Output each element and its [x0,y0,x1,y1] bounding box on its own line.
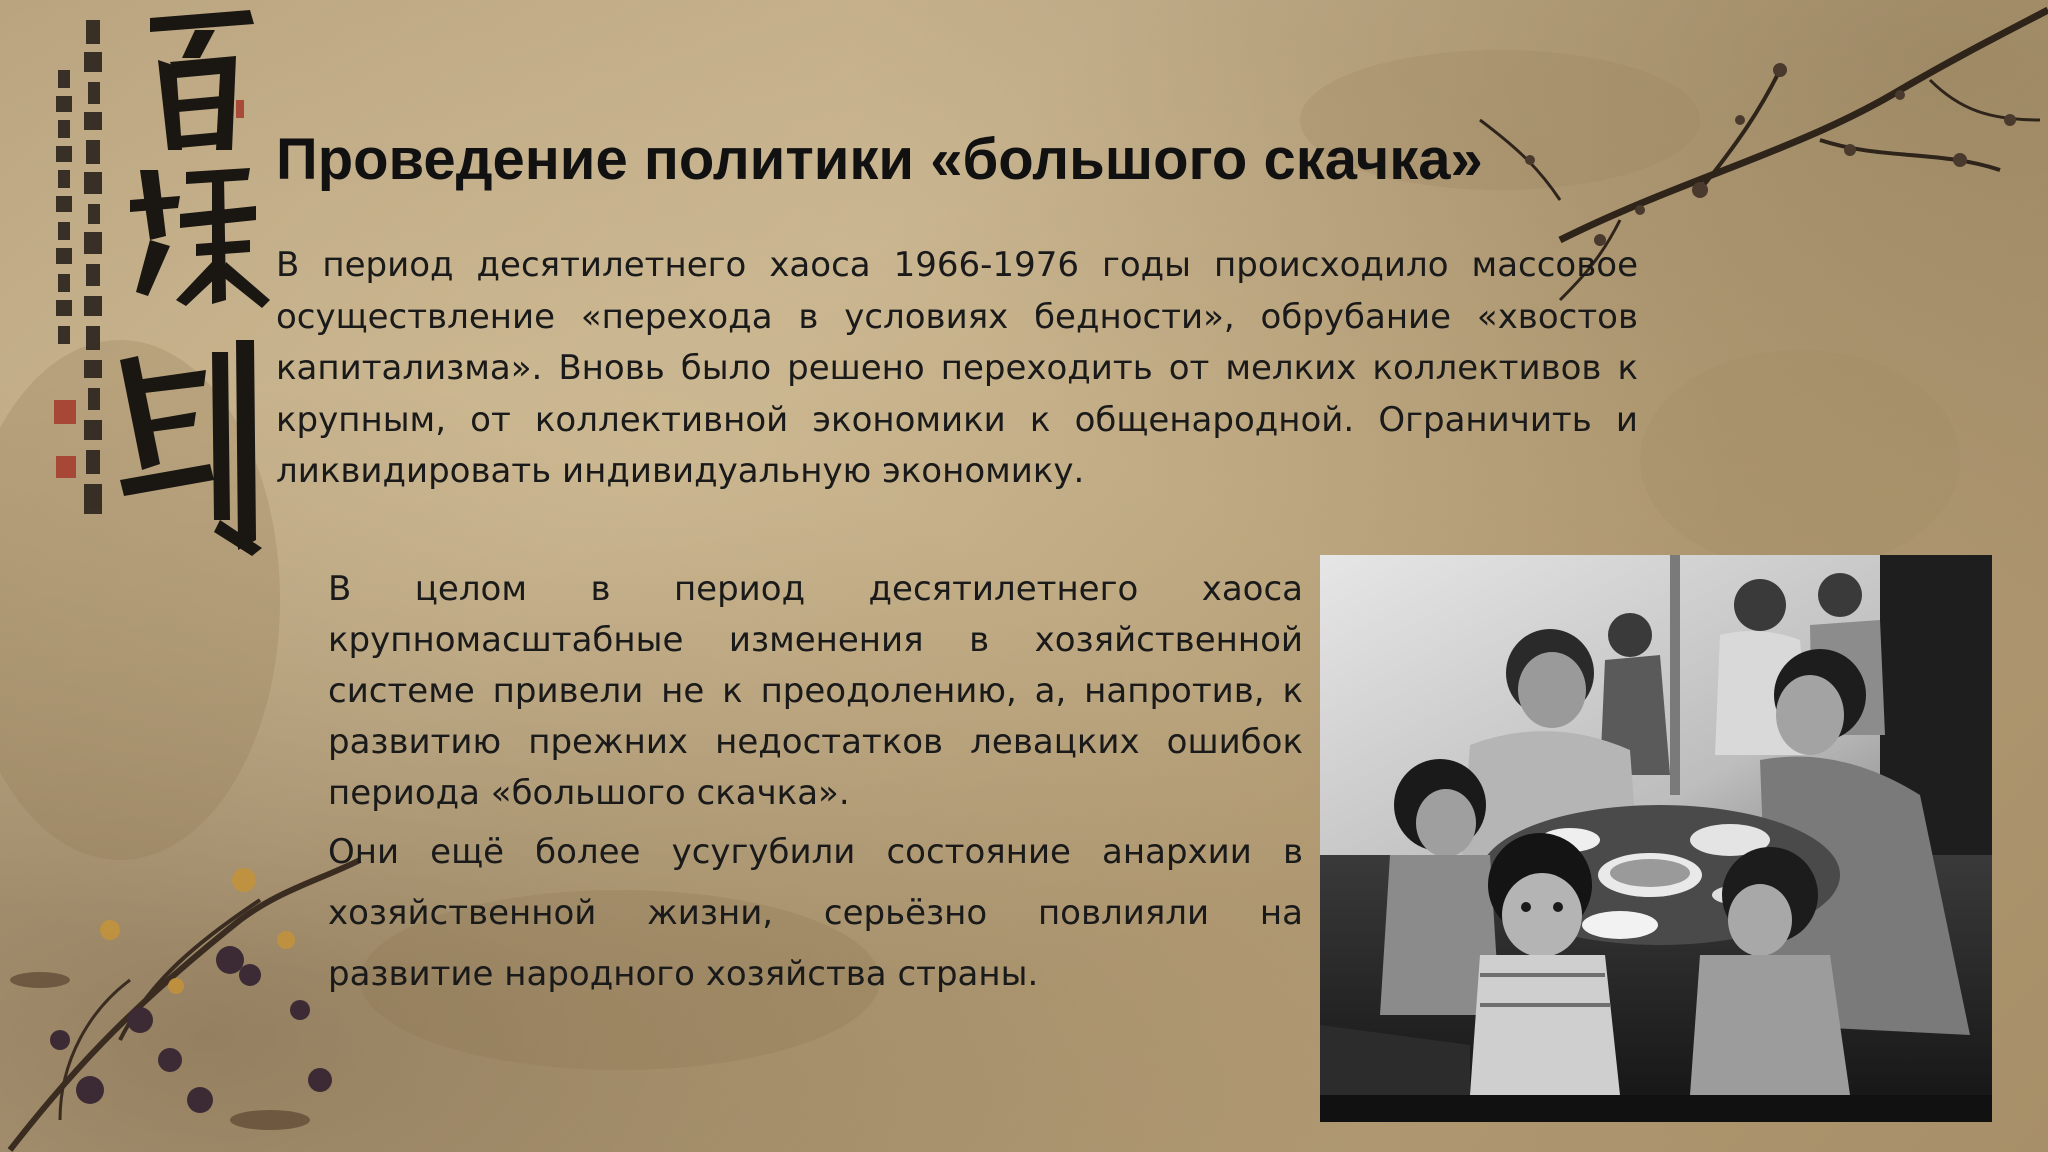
photo-illustration [1320,555,1992,1122]
paragraph-2: В целом в период десятилетнего хаоса крупномасштабные изменения в хозяйственной системе привели не к преодолению, а, напротив, к развитию прежних недостатков левацких ошибок периода «большого скачка». [328,569,1303,813]
slide-title: Проведение политики «большого скачка» [276,127,1483,192]
paragraph-1: В период десятилетнего хаоса 1966-1976 годы происходило массовое осуществление «перехода в условиях бедности», обрубание «хвостов капитализма». Вновь было решено переходить от мелких коллективов к крупным, от коллективной экономики к общенародной. Ограничить и ликвидировать индивидуальную экономику. [276,245,1638,491]
family-eating-photo [1320,555,1992,1122]
blossom-decoration [10,860,360,1150]
paragraph-3: Они ещё более усугубили состояние анархии в хозяйственной жизни, серьёзно повлияли на развитие народного хозяйства страны. [328,832,1303,994]
